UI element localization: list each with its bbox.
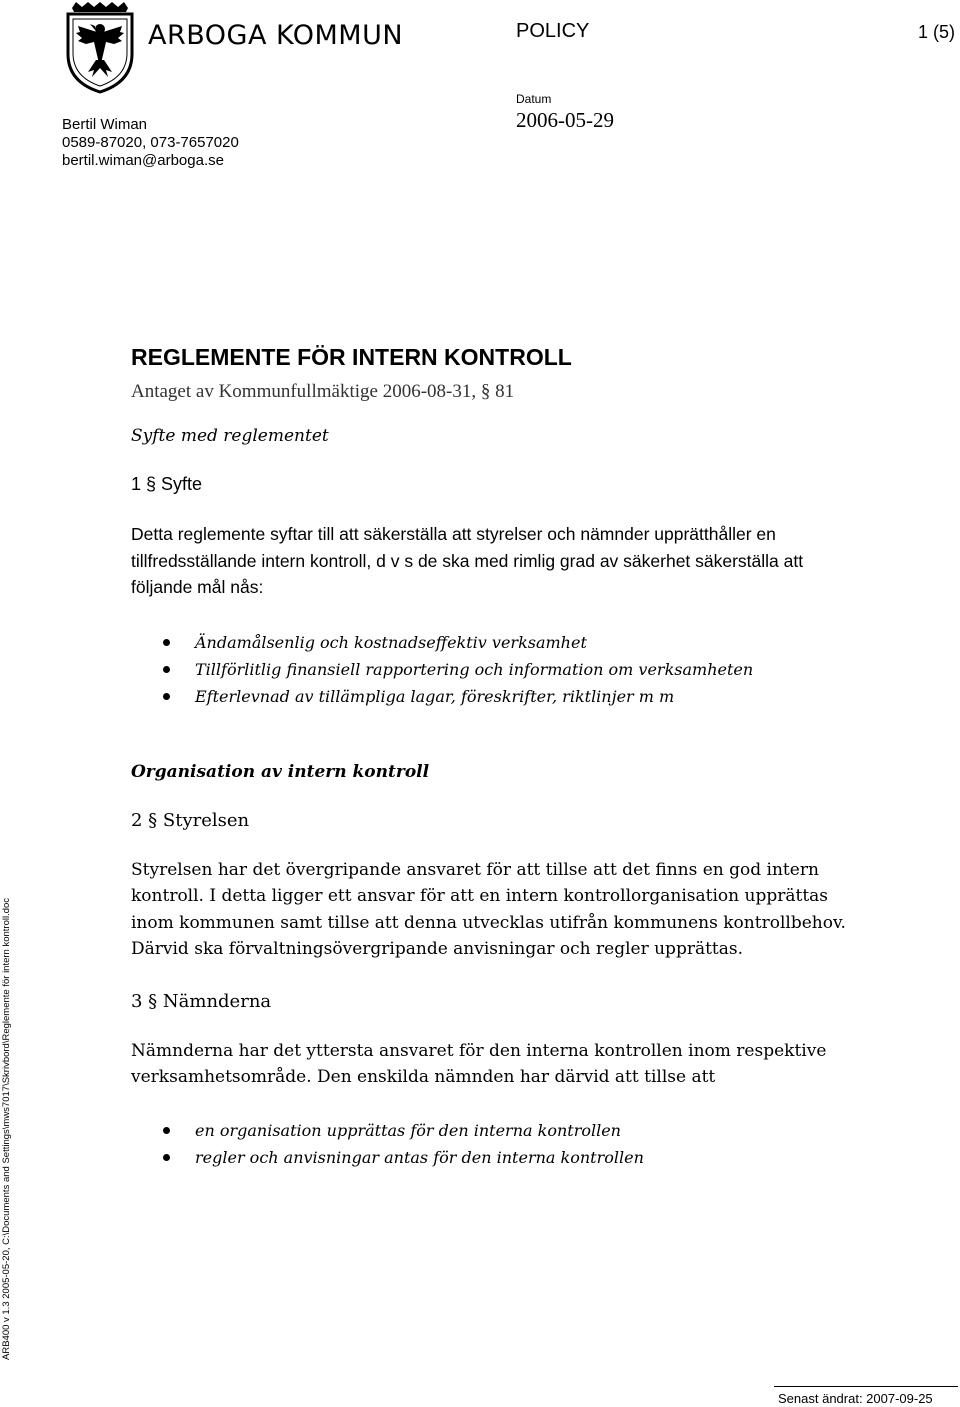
list-item: Ändamålsenlig och kostnadseffektiv verksamhet bbox=[131, 629, 851, 656]
purpose-heading: Syfte med reglementet bbox=[131, 426, 329, 446]
bullet-dot-icon bbox=[163, 1154, 170, 1161]
paragraph-1-heading: 1 § Syfte bbox=[131, 474, 203, 494]
date-value: 2006-05-29 bbox=[516, 108, 614, 132]
organisation-heading: Organisation av intern kontroll bbox=[131, 761, 430, 782]
bullet-dot-icon bbox=[163, 1127, 170, 1134]
document-type: POLICY bbox=[516, 20, 590, 42]
contact-phone: 0589-87020, 073-7657020 bbox=[62, 134, 239, 151]
document-title: REGLEMENTE FÖR INTERN KONTROLL bbox=[131, 344, 572, 370]
bullet-dot-icon bbox=[163, 666, 170, 673]
list-item: Efterlevnad av tillämpliga lagar, föreskrifter, riktlinjer m m bbox=[131, 683, 851, 710]
organization-name: ARBOGA KOMMUN bbox=[148, 20, 404, 51]
contact-name: Bertil Wiman bbox=[62, 116, 148, 133]
paragraph-1-text: Detta reglemente syftar till att säkerställa att styrelser och nämnder upprätthåller en tillfredsställande intern kontroll, d v s de ska med rimlig grad av säkerhet säkerställa att följande mål nås: bbox=[131, 524, 804, 597]
paragraph-3-heading: 3 § Nämnderna bbox=[131, 990, 272, 1012]
document-body bbox=[131, 344, 851, 1171]
bullet-dot-icon bbox=[163, 693, 170, 700]
duties-list bbox=[131, 1117, 851, 1171]
last-modified: Senast ändrat: 2007-09-25 bbox=[778, 1391, 933, 1406]
paragraph-3-text: Nämnderna har det yttersta ansvaret för den interna kontrollen inom respektive verksamhetsområde. Den enskilda nämnden har därvid att tillse att bbox=[131, 1040, 827, 1087]
list-item: regler och anvisningar antas för den interna kontrollen bbox=[131, 1144, 851, 1171]
date-label: Datum bbox=[516, 92, 552, 106]
template-path-note: ARB400 v 1.3 2005-05-20, C:\Documents and Settings\mws7017\Skrivbord\Reglemente för intern kontroll.doc bbox=[1, 897, 12, 1360]
coat-of-arms-icon bbox=[62, 2, 138, 94]
list-item: Tillförlitlig finansiell rapportering och information om verksamheten bbox=[131, 656, 851, 683]
paragraph-2-text: Styrelsen har det övergripande ansvaret för att tillse att det finns en god intern kontroll. I detta ligger ett ansvar för att en intern kontrollorganisation upprättas inom kommunen samt tillse att denna utvecklas utifrån kommunens kontrollbehov. Därvid ska förvaltningsövergripande anvisningar och regler upprättas. bbox=[131, 859, 846, 959]
page-number: 1 (5) bbox=[918, 22, 956, 42]
list-item: en organisation upprättas för den interna kontrollen bbox=[131, 1117, 851, 1144]
contact-block bbox=[62, 116, 239, 170]
bullet-dot-icon bbox=[163, 639, 170, 646]
footer-divider bbox=[774, 1386, 958, 1387]
goals-list bbox=[131, 629, 851, 710]
adoption-note: Antaget av Kommunfullmäktige 2006-08-31, § 81 bbox=[131, 381, 515, 402]
contact-email: bertil.wiman@arboga.se bbox=[62, 152, 224, 169]
paragraph-2-heading: 2 § Styrelsen bbox=[131, 809, 250, 831]
